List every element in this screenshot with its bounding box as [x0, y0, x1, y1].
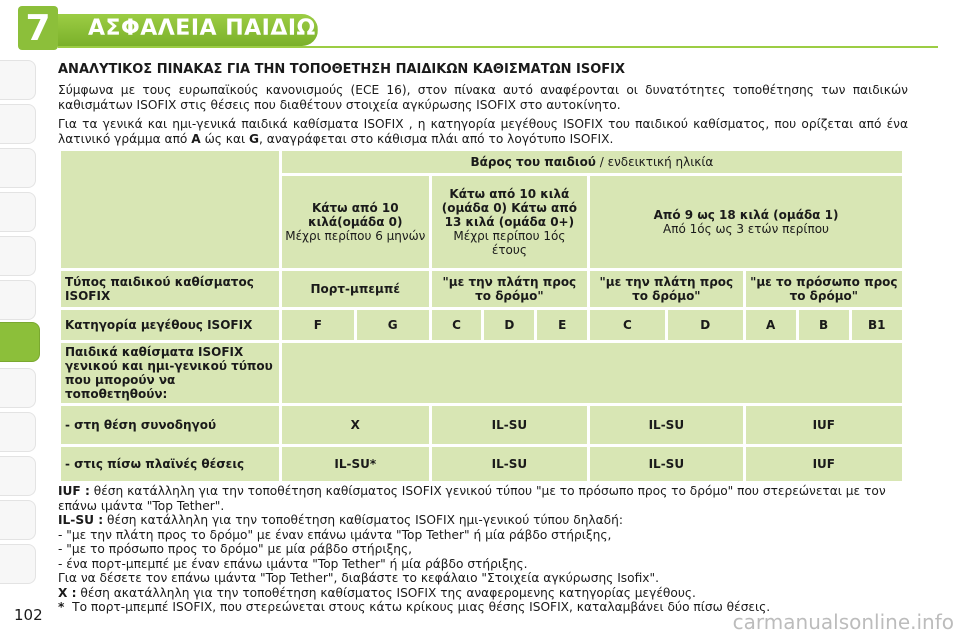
chapter-tab[interactable] [0, 104, 36, 144]
size-class-cell: C [590, 310, 665, 340]
weight-header-bold: Βάρος του παιδιού [470, 155, 596, 169]
weight-header [282, 151, 902, 173]
intro-paragraph: Σύμφωνα με τους ευρωπαϊκούς κανονισμούς (ECE 16), στον πίνακα αυτό αναφέρονται οι δυνατότητες τοποθέτησης των παιδικών καθισμάτων ISOFIX στις θέσεις που διαθέτουν στοιχεία αγκύρωσης ISOFIX στο αυτοκίνητο. [58, 83, 908, 112]
legend-notes [58, 484, 908, 615]
note-key: IUF : [58, 484, 90, 498]
chapter-tab[interactable] [0, 544, 36, 584]
chapter-tab[interactable] [0, 280, 36, 320]
chapter-tab[interactable] [0, 60, 36, 100]
list-item: - "με το πρόσωπο προς το δρόμο" με μία ράβδο στήριξης, [58, 542, 412, 556]
header-divider [58, 46, 938, 48]
group-age: Μέχρι περίπου 6 μηνών [285, 229, 426, 243]
note-key: X : [58, 585, 77, 600]
ilsu-note [58, 513, 908, 528]
chapter-title: ΑΣΦΑΛΕΙΑ ΠΑΙΔΙΩΝ [88, 16, 335, 41]
note-key: * [58, 600, 65, 614]
group-1-cell [590, 176, 902, 268]
iuf-note [58, 484, 908, 513]
note-text: θέση κατάλληλη για την τοποθέτηση καθίσματος ISOFIX ημι-γενικού τύπου δηλαδή: [103, 513, 623, 527]
chapter-tab[interactable] [0, 368, 36, 408]
seat-type-label: Τύπος παιδικού καθίσματος ISOFIX [61, 271, 279, 307]
chapter-tabs [0, 0, 50, 640]
seat-type-cell: "με την πλάτη προς το δρόμο" [590, 271, 743, 307]
seats-header-fill [282, 343, 902, 403]
size-class-label: Κατηγορία μεγέθους ISOFIX [61, 310, 279, 340]
chapter-tab[interactable] [0, 148, 36, 188]
seat-type-cell: Πορτ-μπεμπέ [282, 271, 429, 307]
size-class-cell: F [282, 310, 354, 340]
chapter-tab[interactable] [0, 412, 36, 452]
note-text: θέση κατάλληλη για την τοποθέτηση καθίσματος ISOFIX γενικού τύπου "με το πρόσωπο προς το δρόμο" που στερεώνεται με τον επάνω ιμάντα "Top Tether". [58, 484, 886, 513]
rear-seats-label: - στις πίσω πλαϊνές θέσεις [61, 447, 279, 481]
tether-note: Για να δέσετε τον επάνω ιμάντα "Top Tether", διαβάστε το κεφάλαιο "Στοιχεία αγκύρωσης Isofix". [58, 571, 659, 585]
para-text: Για τα γενικά και ημι-γενικά παιδικά καθίσματα ISOFIX , η κατηγορία μεγέθους ISOFIX του παιδικού καθίσματος, που ορίζεται από ένα λατινικό γράμμα από [58, 117, 908, 146]
size-class-cell: B1 [852, 310, 902, 340]
group-age: Από 1ός ως 3 ετών περίπου [663, 222, 829, 236]
group-0plus-cell [432, 176, 587, 268]
passenger-seat-cell: IL-SU [432, 406, 587, 444]
chapter-tab[interactable] [0, 500, 36, 540]
group-title: Από 9 ως 18 κιλά (ομάδα 1) [653, 208, 839, 222]
chapter-tab[interactable] [0, 236, 36, 276]
list-item: - "με την πλάτη προς το δρόμο" με έναν επάνω ιμάντα "Top Tether" ή μία ράβδο στήριξης, [58, 527, 612, 542]
chapter-tab[interactable] [0, 192, 36, 232]
note-key: IL-SU : [58, 513, 104, 527]
chapter-tab[interactable] [0, 456, 36, 496]
weight-header-rest: / ενδεικτική ηλικία [595, 155, 714, 169]
rear-seats-cell: IUF [746, 447, 902, 481]
watermark: carmanualsonline.info [732, 610, 954, 634]
para-text: ώς και [200, 132, 250, 146]
size-class-cell: G [357, 310, 429, 340]
rear-seats-cell: IL-SU* [282, 447, 429, 481]
size-class-cell: A [746, 310, 796, 340]
section-title: ΑΝΑΛΥΤΙΚΟΣ ΠΙΝΑΚΑΣ ΓΙΑ ΤΗΝ ΤΟΠΟΘΕΤΗΣΗ ΠΑΙΔΙΚΩΝ ΚΑΘΙΣΜΑΤΩΝ ISOFIX [58, 62, 626, 77]
seat-type-cell: "με το πρόσωπο προς το δρόμο" [746, 271, 902, 307]
size-class-cell: B [799, 310, 849, 340]
group-title: Κάτω από 10 κιλά (ομάδα 0) Κάτω από 13 κιλά (ομάδα 0+) [441, 187, 577, 229]
size-class-paragraph [58, 117, 908, 147]
chapter-tab-active[interactable] [0, 322, 40, 362]
chapter-number: 7 [18, 6, 58, 50]
rear-seats-cell: IL-SU [590, 447, 743, 481]
page-number: 102 [14, 606, 43, 624]
seats-header: Παιδικά καθίσματα ISOFIX γενικού και ημι-γενικού τύπου που μπορούν να τοποθετηθούν: [61, 343, 279, 403]
isofix-table [58, 148, 905, 484]
size-class-cell: C [432, 310, 482, 340]
size-class-cell: D [668, 310, 743, 340]
rear-seats-cell: IL-SU [432, 447, 587, 481]
group-age: Μέχρι περίπου 1ός έτους [453, 229, 566, 257]
seat-type-cell: "με την πλάτη προς το δρόμο" [432, 271, 587, 307]
group-title: Κάτω από 10 κιλά(ομάδα 0) [308, 201, 403, 229]
note-text: θέση ακατάλληλη για την τοποθέτηση καθίσματος ISOFIX της αναφερομενης κατηγορίας μεγέθους. [76, 585, 696, 600]
intro-section [58, 62, 908, 151]
passenger-seat-cell: IUF [746, 406, 902, 444]
passenger-seat-label: - στη θέση συνοδηγού [61, 406, 279, 444]
letter-g: G [249, 132, 260, 146]
x-note [58, 586, 908, 601]
letter-a: A [191, 132, 201, 146]
size-class-cell: E [537, 310, 587, 340]
group-0-cell [282, 176, 429, 268]
passenger-seat-cell: X [282, 406, 429, 444]
size-class-cell: D [484, 310, 534, 340]
corner-cell [61, 151, 279, 268]
list-item: - ένα πορτ-μπεμπέ με έναν επάνω ιμάντα "Top Tether" ή μία ράβδο στήριξης. [58, 556, 528, 571]
para-text: , αναγράφεται στο κάθισμα πλάι από το λογότυπο ISOFIX. [259, 132, 614, 146]
note-text: Το πορτ-μπεμπέ ISOFIX, που στερεώνεται στους κάτω κρίκους μιας θέσης ISOFIX, καταλαμβάνει δύο πίσω θέσεις. [72, 600, 771, 614]
passenger-seat-cell: IL-SU [590, 406, 743, 444]
